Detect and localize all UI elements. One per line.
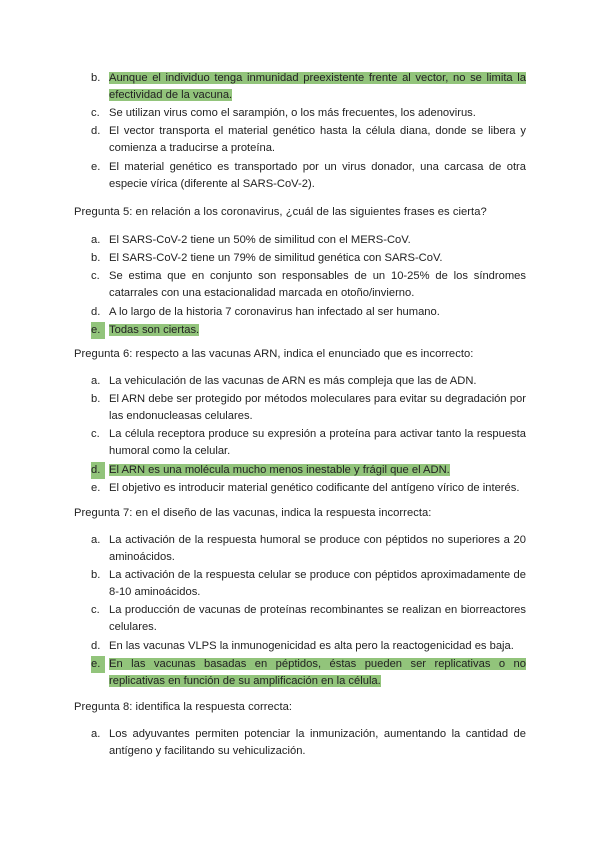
answer-item xyxy=(74,602,526,636)
answer-text: El SARS-CoV-2 tiene un 50% de similitud con el MERS-CoV. xyxy=(109,234,411,246)
question-6: Pregunta 6: respecto a las vacunas ARN, indica el enunciado que es incorrecto: xyxy=(74,348,474,360)
answer-marker: e. xyxy=(91,322,105,339)
answer-item xyxy=(74,250,526,267)
answer-item xyxy=(74,638,526,655)
answer-list-q5 xyxy=(74,232,526,340)
answer-item xyxy=(74,726,526,760)
answer-item-correct xyxy=(74,462,526,479)
answer-marker: d. xyxy=(91,462,105,479)
answer-text: El ARN debe ser protegido por métodos moleculares para evitar su degradación por las endonucleasas celulares. xyxy=(109,393,526,423)
answer-marker: a. xyxy=(91,234,101,246)
answer-text: La producción de vacunas de proteínas recombinantes se realizan en biorreactores celulares. xyxy=(109,604,526,634)
answer-item xyxy=(74,268,526,302)
answer-item-correct xyxy=(74,322,526,339)
answer-text-highlighted: El ARN es una molécula mucho menos inestable y frágil que el ADN. xyxy=(109,463,450,476)
answer-text: Se utilizan virus como el sarampión, o los más frecuentes, los adenovirus. xyxy=(109,107,476,120)
answer-marker: b. xyxy=(91,569,101,582)
answer-text-highlighted: Aunque el individuo tenga inmunidad preexistente frente al vector, no se limita la efectividad de la vacuna. xyxy=(109,72,526,101)
answer-item xyxy=(74,70,526,104)
answer-marker: d. xyxy=(91,305,101,318)
answer-text: Se estima que en conjunto son responsables de un 10-25% de los síndromes catarrales con una estacionalidad marcada en otoño/invierno. xyxy=(109,270,526,300)
answer-item xyxy=(74,567,526,601)
answer-list-q8 xyxy=(74,726,526,761)
answer-item xyxy=(74,304,526,321)
answer-marker: a. xyxy=(91,534,101,546)
answer-marker: b. xyxy=(91,393,101,406)
answer-text: El material genético es transportado por un virus donador, una carcasa de otra especie vírica (diferente al SARS-CoV-2). xyxy=(109,160,526,190)
answer-marker: e. xyxy=(91,656,105,673)
answer-text-highlighted: En las vacunas basadas en péptidos, éstas pueden ser replicativas o no replicativas en función de su amplificación en la célula. xyxy=(109,657,526,687)
answer-marker: b. xyxy=(91,252,101,265)
answer-item xyxy=(74,373,526,390)
question-7: Pregunta 7: en el diseño de las vacunas, indica la respuesta incorrecta: xyxy=(74,507,432,519)
question-8: Pregunta 8: identifica la respuesta correcta: xyxy=(74,701,293,713)
answer-item xyxy=(74,159,526,193)
answer-item xyxy=(74,532,526,566)
answer-item xyxy=(74,391,526,425)
answer-item xyxy=(74,426,526,460)
answer-text: En las vacunas VLPS la inmunogenicidad es alta pero la reactogenicidad es baja. xyxy=(109,639,514,652)
answer-marker: c. xyxy=(91,107,100,120)
answer-marker: e. xyxy=(91,160,101,173)
answer-item xyxy=(74,232,526,249)
answer-item xyxy=(74,123,526,157)
answer-text: El SARS-CoV-2 tiene un 79% de similitud genética con SARS-CoV. xyxy=(109,252,443,265)
answer-marker: c. xyxy=(91,428,100,441)
answer-text: Los adyuvantes permiten potenciar la inmunización, aumentando la cantidad de antígeno y facilitando su vehiculización. xyxy=(109,728,526,757)
answer-text: La vehiculación de las vacunas de ARN es más compleja que las de ADN. xyxy=(109,375,477,387)
answer-text: A lo largo de la historia 7 coronavirus han infectado al ser humano. xyxy=(109,305,440,318)
answer-marker: b. xyxy=(91,72,101,84)
answer-marker: a. xyxy=(91,728,101,740)
answer-text: La activación de la respuesta humoral se produce con péptidos no superiores a 20 aminoácidos. xyxy=(109,534,526,563)
answer-text: La activación de la respuesta celular se produce con péptidos aproximadamente de 8-10 aminoácidos. xyxy=(109,569,526,599)
answer-text: El objetivo es introducir material genético codificante del antígeno vírico de interés. xyxy=(109,481,520,494)
answer-marker: d. xyxy=(91,125,101,138)
answer-text-highlighted: Todas son ciertas. xyxy=(109,323,200,336)
answer-marker: c. xyxy=(91,604,100,617)
answer-list-q6 xyxy=(74,373,526,498)
answer-marker: e. xyxy=(91,481,101,494)
answer-marker: d. xyxy=(91,639,101,652)
answer-item xyxy=(74,105,526,122)
answer-list-q7 xyxy=(74,532,526,691)
answer-item-correct xyxy=(74,656,526,690)
answer-text: La célula receptora produce su expresión a proteína para activar tanto la respuesta humoral como la celular. xyxy=(109,428,526,458)
answer-item xyxy=(74,480,526,497)
answer-marker: a. xyxy=(91,375,101,387)
question-5: Pregunta 5: en relación a los coronavirus, ¿cuál de las siguientes frases es cierta? xyxy=(74,206,487,218)
answer-text: El vector transporta el material genético hasta la célula diana, donde se libera y comienza a traducirse a proteína. xyxy=(109,125,526,155)
answer-marker: c. xyxy=(91,270,100,283)
answer-list-prev xyxy=(74,70,526,194)
